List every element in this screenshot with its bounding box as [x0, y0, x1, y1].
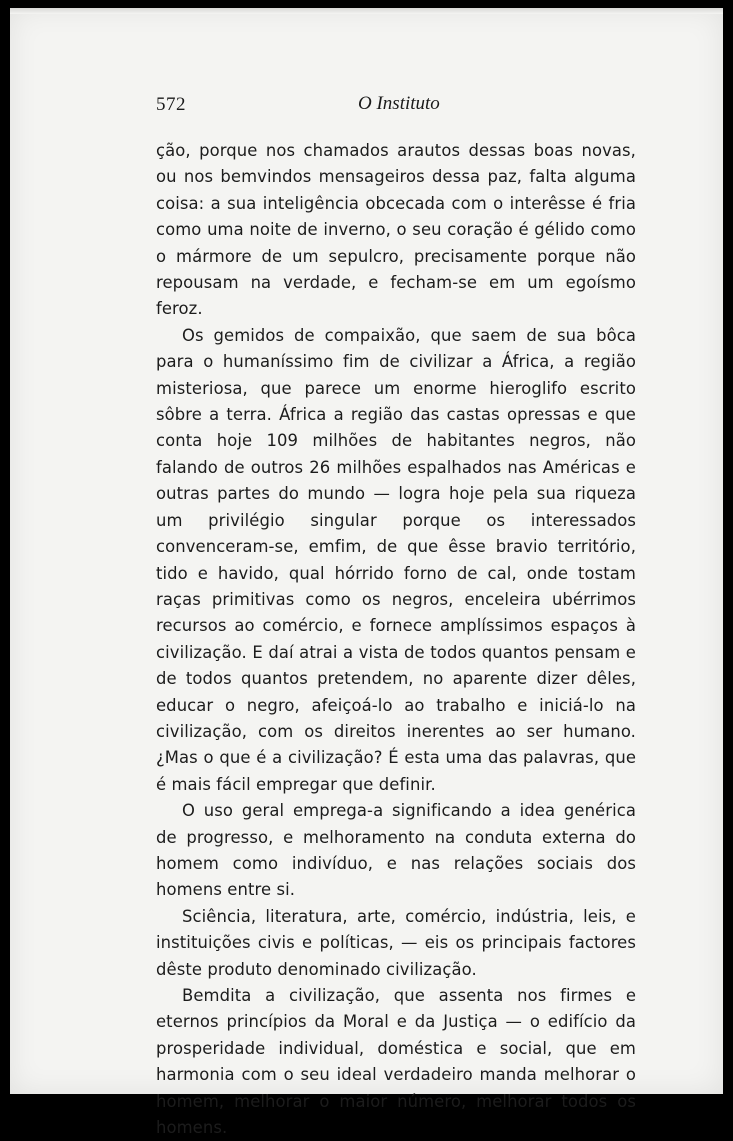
- paragraph: O uso geral emprega-a significando a idea genérica de progresso, e melhoramento na conduta externa do homem como indivíduo, e nas relações sociais dos homens entre si.: [156, 801, 636, 900]
- paragraph: Sciência, literatura, arte, comércio, indústria, leis, e instituições civis e políticas, — eis os principais factores dêste produto denominado civilização.: [156, 906, 636, 979]
- scan-edge: [10, 8, 723, 14]
- page-header: [156, 90, 636, 120]
- paragraph: Bemdita a civilização, que assenta nos firmes e eternos princípios da Moral e da Justiça — o edifício da prosperidade individual, doméstica e social, que em harmonia com o seu ideal verdadeiro manda melhorar o homem, melhorar o maior número, melhorar todos os homens.: [156, 986, 636, 1138]
- paragraph: Os gemidos de compaixão, que saem de sua bôca para o humaníssimo fim de civilizar a África, a região misteriosa, que parece um enorme hieroglifo escrito sôbre a terra. África a região das castas opressas e que conta hoje 109 milhões de habitantes negros, não falando de outros 26 milhões espalhados nas Américas e outras partes do mundo — logra hoje pela sua riqueza um privilégio singular porque os interessados convenceram-se, emfim, de que êsse bravio território, tido e havido, qual hórrido forno de cal, onde tostam raças primitivas como os negros, enceleira ubérrimos recursos ao comércio, e fornece amplíssimos espaços à civilização. E daí atrai a vista de todos quantos pensam e de todos quantos pretendem, no aparente dizer dêles, educar o negro, afeiçoá-lo ao trabalho e iniciá-lo na civilização, com os direitos inerentes ao ser humano. ¿Mas o que é a civilização? É esta uma das palavras, que é mais fácil empregar que definir.: [156, 325, 636, 794]
- paragraph: ção, porque nos chamados arautos dessas boas novas, ou nos bemvindos mensageiros dessa paz, falta alguma coisa: a sua inteligência obcecada com o interêsse é fria como uma noite de inverno, o seu coração é gélido como o mármore de um sepulcro, precisamente porque não repousam na verdade, e fecham-se em um egoísmo feroz.: [156, 141, 636, 319]
- page-sheet: [10, 8, 723, 1138]
- page-number: 572: [156, 94, 186, 115]
- body-text: [156, 138, 636, 1141]
- running-title: O Instituto: [358, 93, 440, 114]
